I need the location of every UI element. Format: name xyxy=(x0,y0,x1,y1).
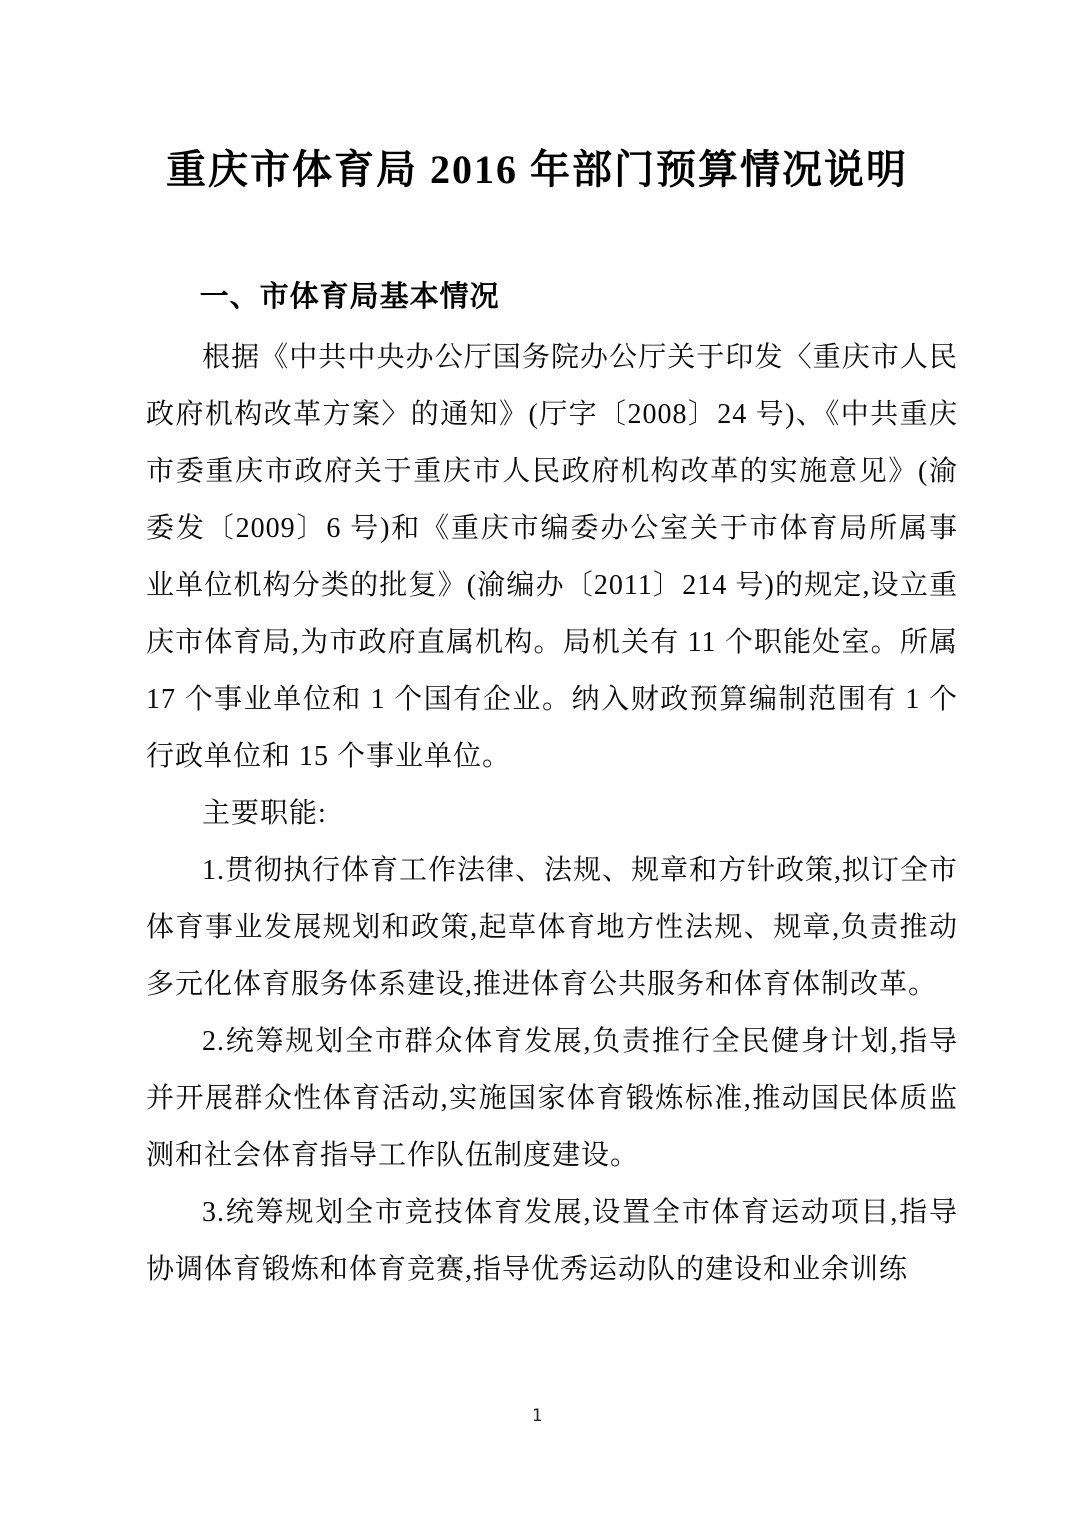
page-number: 1 xyxy=(531,1406,543,1426)
section-heading: 一、市体育局基本情况 xyxy=(199,281,500,313)
paragraph-main-functions-label: 主要职能: xyxy=(202,798,327,829)
paragraph-function-3: 3.统筹规划全市竞技体育发展,设置全市体育运动项目,指导协调体育锻炼和体育竞赛,指导优秀运动队的建设和业余训练 xyxy=(146,1197,958,1285)
document-body xyxy=(146,329,958,1298)
paragraph-basis: 根据《中共中央办公厅国务院办公厅关于印发〈重庆市人民政府机构改革方案〉的通知》(厅字〔2008〕24 号)、《中共重庆市委重庆市政府关于重庆市人民政府机构改革的实施意见》(渝委发〔2009〕6 号)和《重庆市编委办公室关于市体育局所属事业单位机构分类的批复》(渝编办〔2011〕214 号)的规定,设立重庆市体育局,为市政府直属机构。局机关有 11 个职能处室。所属 17 个事业单位和 1 个国有企业。纳入财政预算编制范围有 1 个行政单位和 15 个事业单位。 xyxy=(146,342,958,772)
paragraph-function-1: 1.贯彻执行体育工作法律、法规、规章和方针政策,拟订全市体育事业发展规划和政策,起草体育地方性法规、规章,负责推动多元化体育服务体系建设,推进体育公共服务和体育体制改革。 xyxy=(146,855,959,1000)
paragraph-function-2: 2.统筹规划全市群众体育发展,负责推行全民健身计划,指导并开展群众性体育活动,实施国家体育锻炼标准,推动国民体质监测和社会体育指导工作队伍制度建设。 xyxy=(146,1026,958,1171)
document-title: 重庆市体育局 2016 年部门预算情况说明 xyxy=(166,147,908,192)
page-footer xyxy=(0,1406,1074,1426)
